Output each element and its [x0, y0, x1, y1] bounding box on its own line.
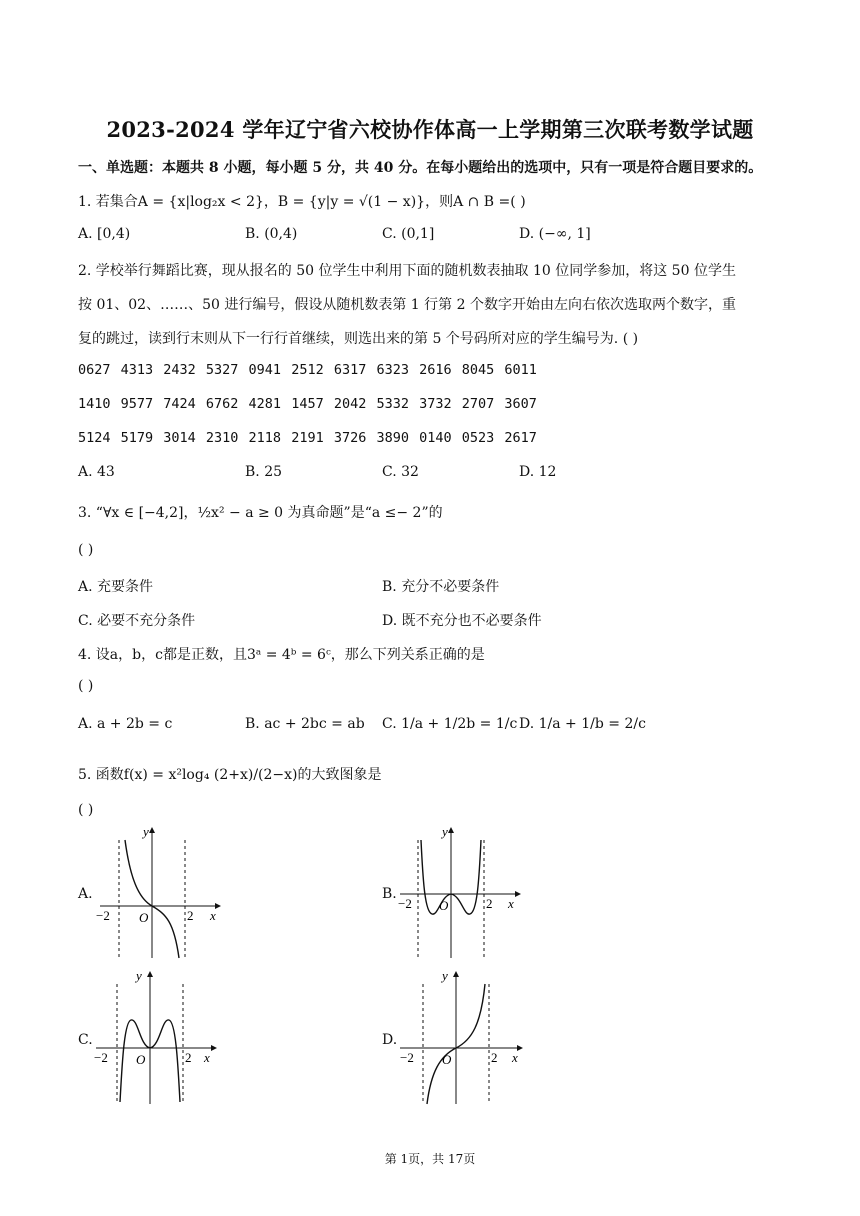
q2-option-a: A. 43: [78, 464, 115, 480]
q4-option-a: A. a + 2b = c: [78, 716, 173, 732]
tick-2-label: 2: [491, 1050, 498, 1065]
page-footer: 第 1页，共 17页: [384, 1152, 476, 1166]
tick-2-label: 2: [187, 908, 194, 923]
origin-label: O: [439, 898, 449, 913]
axis-x-label: x: [204, 1050, 210, 1065]
q2-option-b: B. 25: [245, 464, 283, 480]
axis-x-label: x: [508, 896, 514, 911]
axis-y-label: y: [136, 968, 142, 983]
question-5-stem: 5. 函数f(x) = x²log₄ (2+x)/(2−x)的大致图象是: [78, 767, 382, 783]
q5-option-c-label: C.: [78, 1032, 93, 1048]
q2-option-c: C. 32: [382, 464, 419, 480]
q2-option-d: D. 12: [519, 464, 557, 480]
tick-neg2-label: −2: [398, 896, 412, 911]
q3-option-c: C. 必要不充分条件: [78, 613, 196, 629]
q4-option-c: C. 1/a + 1/2b = 1/c: [382, 716, 518, 732]
q5-option-a-label: A.: [78, 886, 93, 902]
random-table-row-1: 0627 4313 2432 5327 0941 2512 6317 6323 2616 8045 6011: [78, 362, 537, 378]
origin-label: O: [139, 910, 149, 925]
graph-option-c: [92, 966, 232, 1106]
question-4-stem: 4. 设a，b，c都是正数，且3ᵃ = 4ᵇ = 6ᶜ，那么下列关系正确的是: [78, 647, 485, 663]
question-1-stem: 1. 若集合A = {x|log₂x < 2}，B = {y|y = √(1 − x)}，则A ∩ B =( ): [78, 194, 526, 210]
q5-answer-paren: ( ): [78, 802, 94, 818]
q1-option-d: D. (−∞, 1]: [519, 226, 591, 242]
question-2-stem-line2: 按 01、02、……、50 进行编号，假设从随机数表第 1 行第 2 个数字开始由左向右依次选取两个数字，重: [78, 297, 736, 313]
section-heading: 一、单选题：本题共 8 小题，每小题 5 分，共 40 分。在每小题给出的选项中，只有一项是符合题目要求的。: [78, 160, 763, 176]
axis-y-label: y: [442, 968, 448, 983]
graph-option-b: [396, 822, 536, 962]
q1-option-b: B. (0,4): [245, 226, 298, 242]
q4-option-d: D. 1/a + 1/b = 2/c: [519, 716, 646, 732]
q3-option-a: A. 充要条件: [78, 579, 154, 595]
q5-option-d-label: D.: [382, 1032, 398, 1048]
q3-option-d: D. 既不充分也不必要条件: [382, 613, 542, 629]
q3-answer-paren: ( ): [78, 542, 94, 558]
q1-option-a: A. [0,4): [78, 226, 131, 242]
q1-option-c: C. (0,1]: [382, 226, 435, 242]
tick-2-label: 2: [185, 1050, 192, 1065]
tick-2-label: 2: [486, 896, 493, 911]
q3-option-b: B. 充分不必要条件: [382, 579, 500, 595]
tick-neg2-label: −2: [94, 1050, 108, 1065]
origin-label: O: [442, 1052, 452, 1067]
graph-option-a: [92, 822, 232, 962]
tick-neg2-label: −2: [96, 908, 110, 923]
q4-answer-paren: ( ): [78, 678, 94, 694]
page-title: 2023-2024 学年辽宁省六校协作体高一上学期第三次联考数学试题: [106, 117, 754, 142]
q4-option-b: B. ac + 2bc = ab: [245, 716, 365, 732]
random-table-row-2: 1410 9577 7424 6762 4281 1457 2042 5332 3732 2707 3607: [78, 396, 537, 412]
axis-x-label: x: [210, 908, 216, 923]
q5-option-b-label: B.: [382, 886, 397, 902]
question-3-stem: 3. “∀x ∈ [−4,2]，½x² − a ≥ 0 为真命题”是“a ≤− 2”的: [78, 505, 443, 521]
axis-y-label: y: [442, 824, 448, 839]
question-2-stem-line1: 2. 学校举行舞蹈比赛，现从报名的 50 位学生中利用下面的随机数表抽取 10 位同学参加，将这 50 位学生: [78, 263, 736, 279]
graph-option-d: [396, 966, 536, 1106]
question-2-stem-line3: 复的跳过，读到行末则从下一行行首继续，则选出来的第 5 个号码所对应的学生编号为. ( ): [78, 331, 639, 347]
axis-y-label: y: [143, 824, 149, 839]
axis-x-label: x: [512, 1050, 518, 1065]
origin-label: O: [136, 1052, 146, 1067]
tick-neg2-label: −2: [400, 1050, 414, 1065]
random-table-row-3: 5124 5179 3014 2310 2118 2191 3726 3890 0140 0523 2617: [78, 430, 537, 446]
